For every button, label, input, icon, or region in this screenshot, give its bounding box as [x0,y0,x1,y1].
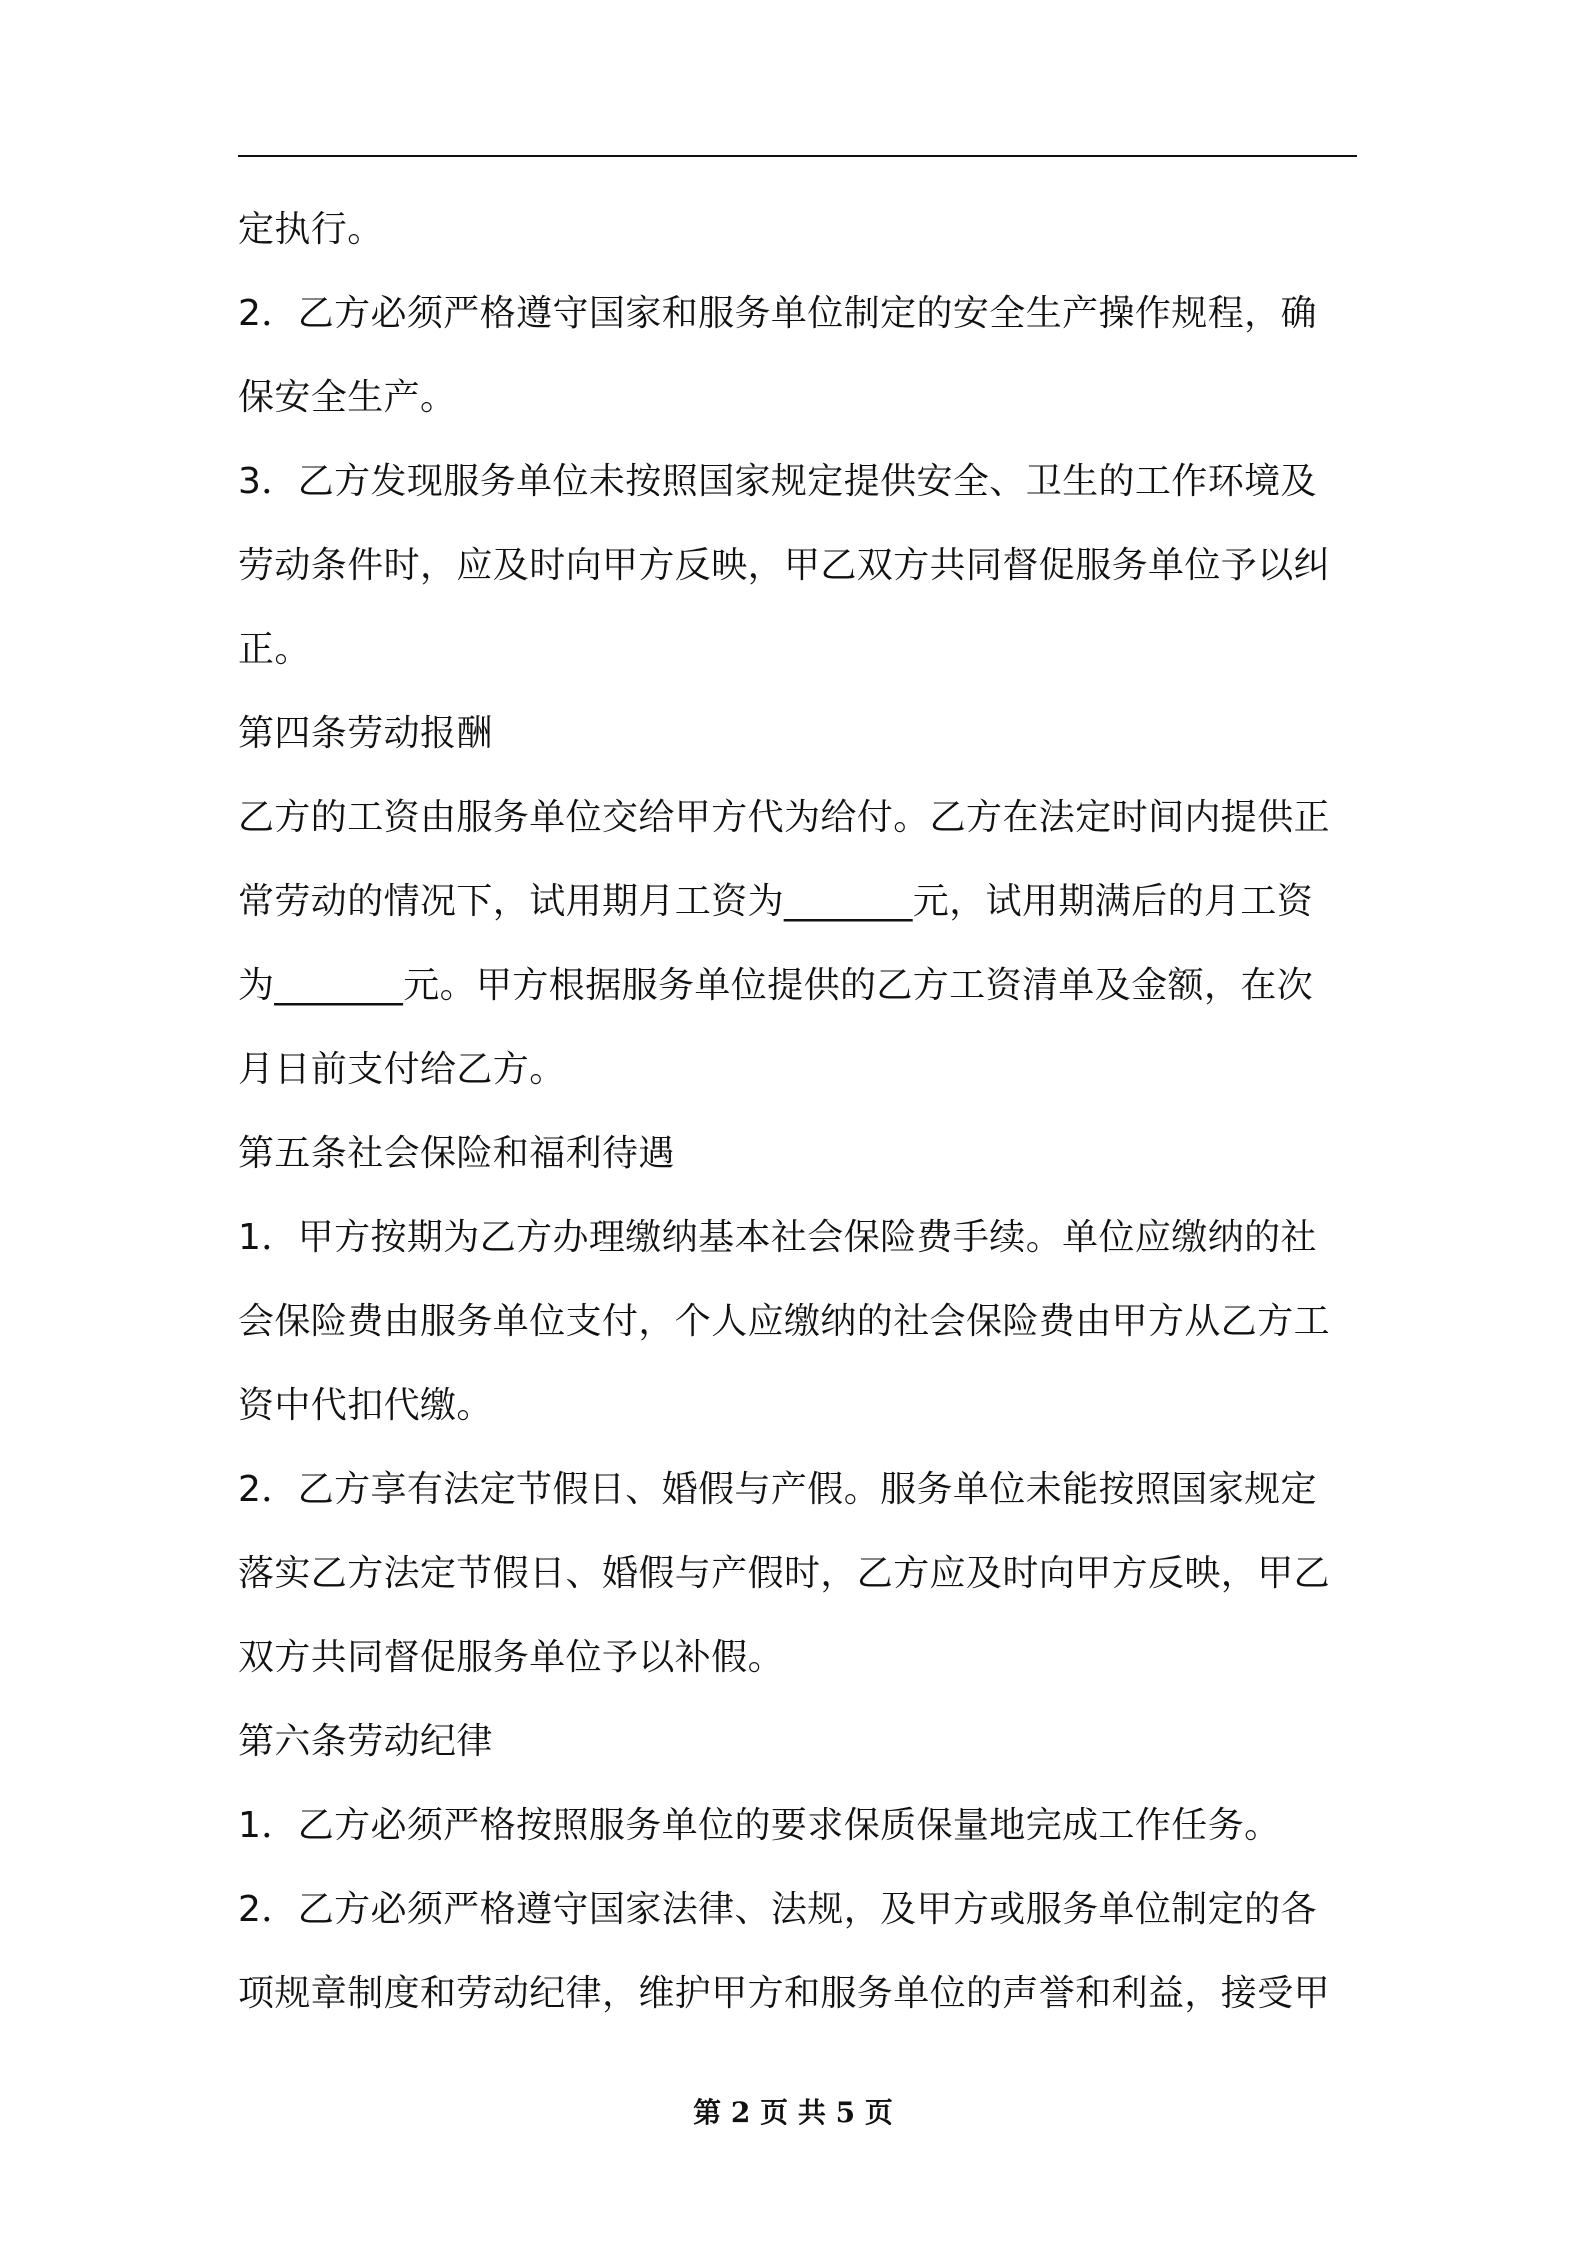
text-line: 为_______元。甲方根据服务单位提供的乙方工资清单及金额，在次 [238,965,1314,1006]
text-line: 双方共同督促服务单位予以补假。 [238,1637,785,1678]
page-number-footer: 第 2 页 共 5 页 [693,2096,893,2129]
text-line: 1．甲方按期为乙方办理缴纳基本社会保险费手续。单位应缴纳的社 [238,1217,1317,1258]
text-line: 常劳动的情况下，试用期月工资为_______元，试用期满后的月工资 [238,881,1314,922]
header-rule [238,155,1357,157]
text-line: 劳动条件时，应及时向甲方反映，甲乙双方共同督促服务单位予以纠 [238,545,1331,586]
text-line: 月日前支付给乙方。 [238,1049,566,1090]
text-line: 2．乙方必须严格遵守国家法律、法规，及甲方或服务单位制定的各 [238,1889,1317,1930]
text-line: 3．乙方发现服务单位未按照国家规定提供安全、卫生的工作环境及 [238,461,1317,502]
text-line: 正。 [238,629,311,670]
text-line: 会保险费由服务单位支付，个人应缴纳的社会保险费由甲方从乙方工 [238,1301,1331,1342]
text-line: 资中代扣代缴。 [238,1385,493,1426]
section-heading: 第四条劳动报酬 [238,713,493,754]
text-line: 2．乙方享有法定节假日、婚假与产假。服务单位未能按照国家规定 [238,1469,1317,1510]
text-line: 2．乙方必须严格遵守国家和服务单位制定的安全生产操作规程，确 [238,293,1317,334]
text-line: 定执行。 [238,209,384,250]
text-line: 1．乙方必须严格按照服务单位的要求保质保量地完成工作任务。 [238,1805,1281,1846]
text-line: 乙方的工资由服务单位交给甲方代为给付。乙方在法定时间内提供正 [238,797,1331,838]
text-line: 保安全生产。 [238,377,457,418]
text-line: 项规章制度和劳动纪律，维护甲方和服务单位的声誉和利益，接受甲 [238,1973,1331,2014]
section-heading: 第五条社会保险和福利待遇 [238,1133,675,1174]
document-body [238,188,1357,2036]
text-line: 落实乙方法定节假日、婚假与产假时，乙方应及时向甲方反映，甲乙 [238,1553,1331,1594]
section-heading: 第六条劳动纪律 [238,1721,493,1762]
